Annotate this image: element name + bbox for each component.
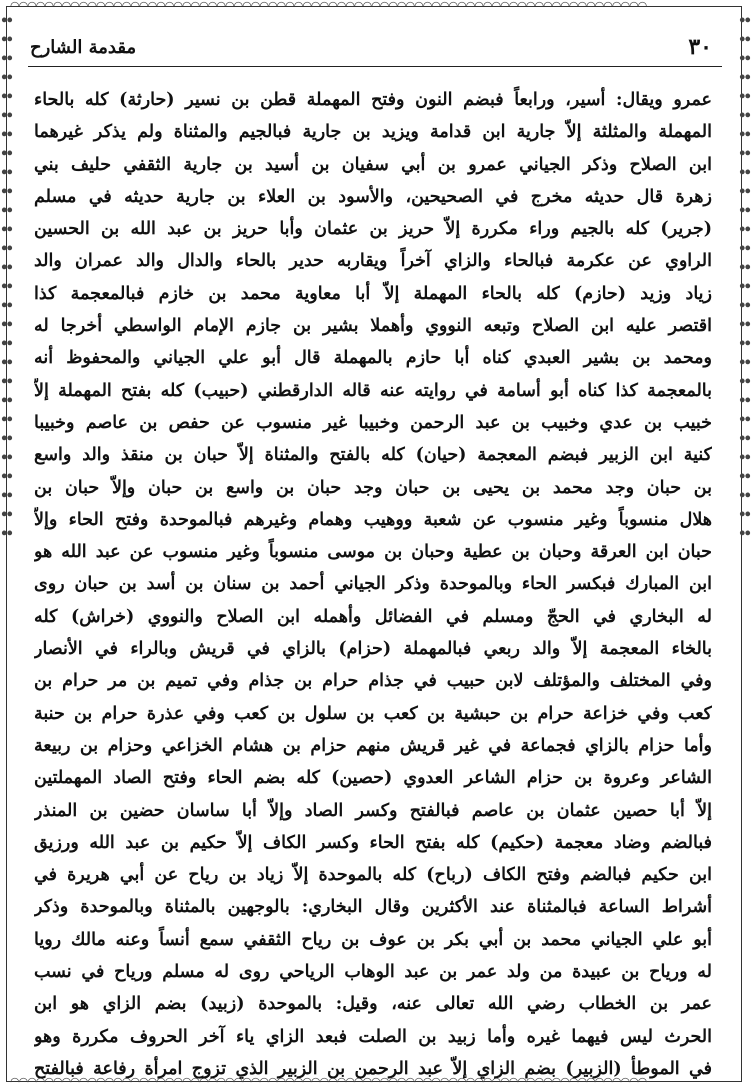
text-line: زهرة قال حديثه مخرج في الصحيحين، والأسود بن العلاء بن جارية حديثه في مسلم	[34, 186, 712, 207]
text-line: بالمعجمة كذا كناه أبو أسامة في روايته عنه قاله الدارقطني (حبيب) كله بفتح المهملة إلاّ	[34, 380, 712, 401]
text-line: له البخاري في الحجّ ومسلم في الفضائل وأهمله ابن الصلاح والنووي (خراش) كله	[34, 606, 712, 627]
text-line: له ورياح بن عبيدة من ولد عمر بن عبد الوهاب الرياحي روى له مسلم ورياح في نسب	[34, 962, 712, 983]
header-rule	[28, 66, 722, 67]
text-line: أشراط الساعة فبالمثناة عند الأكثرين وقال البخاري: بالوجهين بالمثناة وبالموحدة وذكر	[34, 897, 712, 918]
text-line: إلاّ أبا حصين عثمان بن عاصم فبالفتح وكسر الصاد وإلاّ أبا ساسان حضين بن المنذر	[34, 800, 712, 821]
text-line: كنية ابن الزبير فبضم المعجمة (حيان) كله بالفتح والمثناة إلاّ حبان بن منقذ والد واسع	[34, 445, 712, 466]
text-line: ابن المبارك فبكسر الحاء وبالموحدة وذكر الجياني أحمد بن سنان بن أسد بن حبان روى	[34, 574, 712, 595]
ornamental-border-right: ⦁⦁⦁⦁⦁⦁⦁⦁⦁⦁⦁⦁⦁⦁⦁⦁⦁⦁⦁⦁⦁⦁⦁⦁⦁⦁⦁⦁⦁⦁⦁⦁⦁⦁⦁⦁⦁⦁⦁⦁⦁⦁⦁⦁⦁⦁⦁⦁⦁⦁⦁⦁⦁⦁⦁⦁	[739, 13, 751, 539]
text-line: في الموطأ (الزبير) بضم الزاي إلاّ عبد الرحمن بن الزبير الذي تزوج امرأة رفاعة فبالفتح	[34, 1058, 712, 1079]
text-line: الشاعر وعروة بن حزام الشاعر العدوي (حصين) كله بضم الحاء وفتح الصاد المهملتين	[34, 768, 712, 789]
text-line: بالخاء المعجمة إلاّ والد ربعي فبالمهملة (حزام) بالزاي في قريش وبالراء في الأنصار	[34, 639, 712, 660]
text-line: عمر بن الخطاب رضي الله تعالى عنه، وقيل: بالموحدة (زبيد) بضم الزاي هو ابن	[34, 994, 712, 1015]
text-line: اقتصر عليه ابن الصلاح وتبعه النووي وأهملا بشير بن جازم الإمام الواسطي أخرجا له	[34, 316, 712, 337]
page-header	[30, 30, 712, 64]
text-line: الحرث ليس فيهما غيره وأما زبيد بن الصلت فبعد الزاي ياء آخر الحروف مكررة وهو	[34, 1026, 712, 1047]
ornamental-border-top: ◠◠◠◠◠◠◠◠◠◠◠◠◠◠◠◠◠◠◠◠◠◠◠◠◠◠◠◠◠◠◠◠◠◠◠◠◠◠◠◠◠◠◠◠◠◠◠◠◠◠◠◠◠◠◠◠◠◠◠◠◠◠◠◠◠◠◠◠◠◠◠◠◠◠	[10, 0, 647, 12]
text-line: وفي المختلف والمؤتلف لابن حبيب في جذام حرام بن جذام وفي تميم بن مر حرام بن	[34, 671, 712, 692]
text-line: فبالضم وضاد معجمة (حكيم) كله بفتح الحاء وكسر الكاف إلاّ حكيم بن عبد الله ورزيق	[34, 832, 712, 853]
ornamental-border-bottom: ◠◠◠◠◠◠◠◠◠◠◠◠◠◠◠◠◠◠◠◠◠◠◠◠◠◠◠◠◠◠◠◠◠◠◠◠◠◠◠◠◠◠◠◠◠◠◠◠◠◠◠◠◠◠◠◠◠◠◠◠◠◠◠◠◠◠◠◠◠◠◠◠◠◠	[10, 1076, 647, 1088]
text-line: أبو علي الجياني محمد بن أبي بكر بن عوف بن رياح الثقفي سمع أنساً وعنه مالك رويا	[34, 929, 712, 950]
text-line: عمرو ويقال: أسير، ورابعاً فبضم النون وفتح المهملة قطن بن نسير (حارثة) كله بالحاء	[34, 90, 712, 110]
text-line: وأما حزام بالزاي فجماعة في غير قريش منهم حزام بن هشام الخزاعي وحزام بن ربيعة	[34, 735, 712, 756]
text-line: هلال منسوباً وغير منسوب عن شعبة ووهيب وهمام وغيرهم فبالموحدة وفتح الحاء وإلاّ	[34, 509, 712, 530]
page-number: ٣٠	[688, 34, 712, 60]
text-line: (جرير) كله بالجيم وراء مكررة إلاّ حريز بن عثمان وأبا حريز بن عبد الله بن الحسين	[34, 219, 712, 240]
text-line: حبان ابن العرقة وحبان بن عطية وحبان بن موسى منسوباً وغير منسوب عن عبد الله هو	[34, 542, 712, 563]
text-line: بن حبان وجد محمد بن يحيى بن حبان وجد حبان بن واسع بن حبان وإلاّ حبان بن	[34, 477, 712, 498]
text-line: ومحمد بن بشير العبدي كناه أبا حازم بالمهملة قال أبو علي الجياني والمحفوظ أنه	[34, 348, 712, 369]
text-line: ابن الصلاح وذكر الجياني عمرو بن أبي سفيان بن أسيد بن جارية الثقفي حليف بني	[34, 154, 712, 175]
text-line: المهملة والمثلثة إلاّ جارية ابن قدامة ويزيد بن جارية فبالجيم والمثناة ولم يذكر غيرهما	[34, 122, 712, 143]
text-line: زياد وزيد (حازم) كله بالحاء المهملة إلاّ أبا معاوية محمد بن خازم فبالمعجمة كذا	[34, 283, 712, 304]
body-text	[34, 84, 712, 1085]
ornamental-border-left: ⦁⦁⦁⦁⦁⦁⦁⦁⦁⦁⦁⦁⦁⦁⦁⦁⦁⦁⦁⦁⦁⦁⦁⦁⦁⦁⦁⦁⦁⦁⦁⦁⦁⦁⦁⦁⦁⦁⦁⦁⦁⦁⦁⦁⦁⦁⦁⦁⦁⦁⦁⦁⦁⦁⦁⦁	[1, 13, 13, 539]
running-title: مقدمة الشارح	[30, 36, 137, 58]
text-line: ابن حكيم فبالضم وفتح الكاف (رباح) كله بالموحدة إلاّ زياد بن رياح عن أبي هريرة في	[34, 865, 712, 886]
text-line: كعب وفي خزاعة حرام بن حبشية بن كعب بن سلول بن كعب وفي عذرة حرام بن حنبة	[34, 703, 712, 724]
text-line: خبيب بن عدي وخبيب بن عبد الرحمن وخبيبا غير منسوب عن حفص بن عاصم وخبيبا	[34, 412, 712, 433]
text-line: الراوي عن عكرمة فبالحاء والزاي آخراً ويقاربه حدير بالحاء والدال والد عمران والد	[34, 251, 712, 272]
